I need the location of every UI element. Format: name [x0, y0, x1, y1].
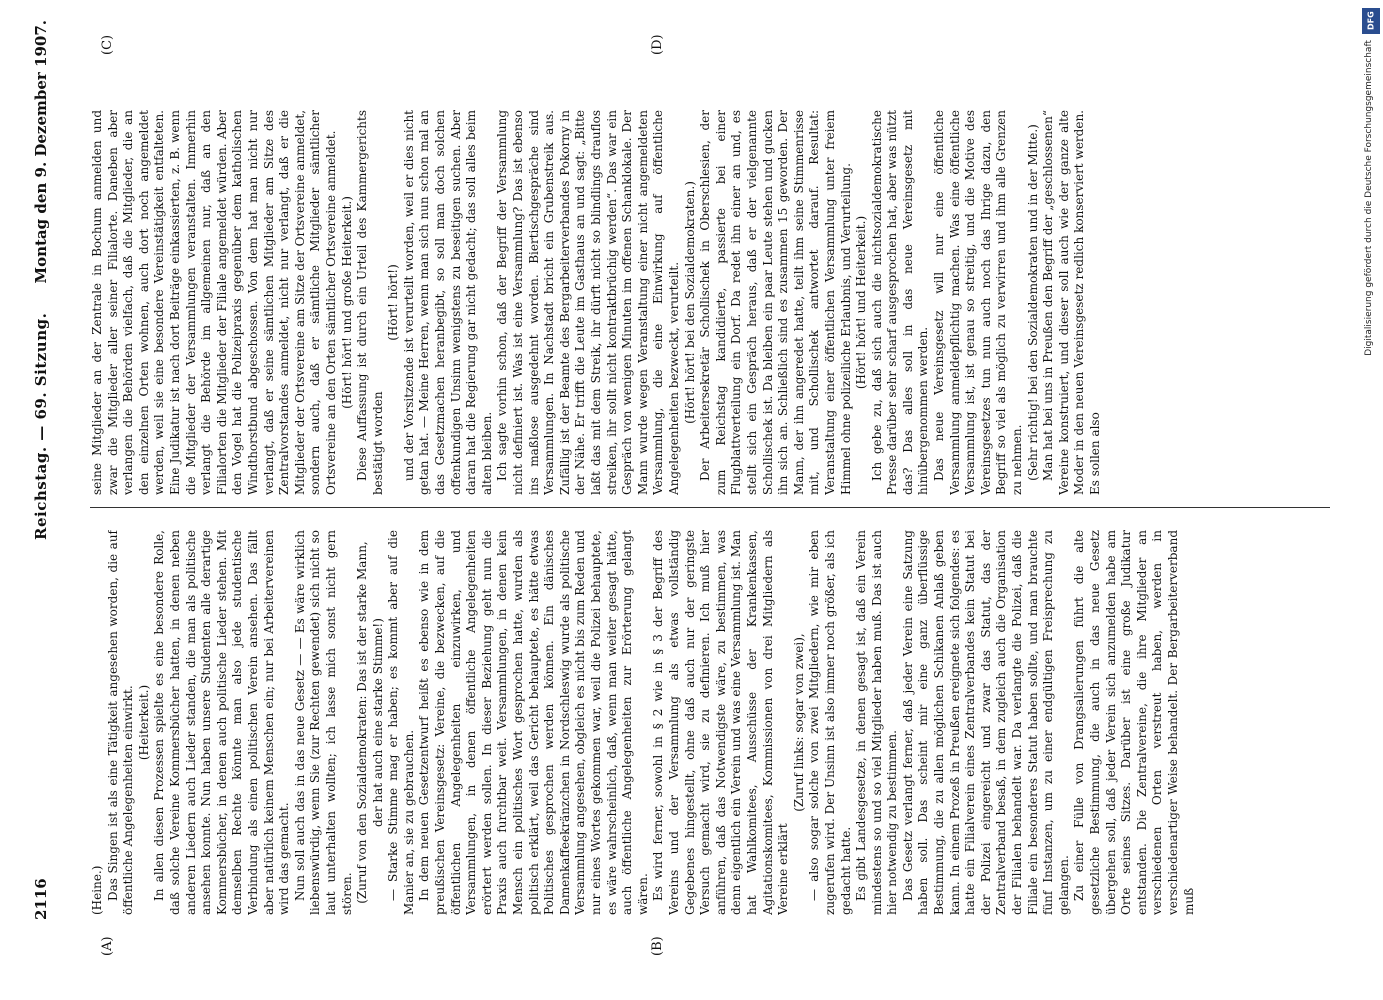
margin-marker-d: (D) [650, 34, 665, 55]
paragraph: Ich gebe zu, daß sich auch die nichtsozialdemokratische Presse darüber sehr scharf ausgesprochen hat, aber was nützt das? Das alles soll in das neue Vereinsgesetz mit hinübergenommen werden. [869, 110, 931, 495]
paragraph: Es wird ferner, sowohl in § 2 wie in § 3 der Begriff des Vereins und der Versammlung als etwas vollständig Gegebenes hingestellt, ohne daß auch nur der geringste Versuch gemacht wird, sie zu definieren. Ich muß hier anführen, daß das Notwendigste wäre, zu bestimmen, was denn eigentlich ein Verein und was eine Versammlung ist. Man hat Wahlkomitees, Ausschüsse der Krankenkassen, Agitationskomitees, Kommissionen von drei Mitgliedern als Vereine erklärt [651, 530, 791, 915]
interjection: (Zuruf von den Sozialdemokraten: Das ist der starke Mann, der hat auch eine starke Stimme!) [355, 541, 385, 904]
paragraph: Es gibt Landesgesetze, in denen gesagt ist, daß ein Verein mindestens so und so viel Mitglieder haben muß. Das ist auch hier notwendig zu bestimmen. [854, 530, 900, 915]
paragraph: In dem neuen Gesetzentwurf heißt es ebenso wie in dem preußischen Vereinsgesetz: Vereine, die bezwecken, auf die öffentlichen Angelegenheiten einzuwirken, und Versammlungen, in denen öffentliche Angelegenheiten erörtert werden sollen. In dieser Beziehung geht nun die Praxis auch furchtbar weit. Versammlungen, in denen kein Mensch ein politisches Wort gesprochen hatte, wurden als politisch erklärt, weil das Gericht behauptete, es hätte etwas Politisches gesprochen werden können. Ein dänisches Damenkaffeekränzchen in Nordschleswig wurde als politische Versammlung angesehen, obgleich es nicht bis zum Reden und nur eines Wortes gekommen war, weil die Polizei behauptete, es wäre wahrscheinlich, daß, wenn man weiter gesagt hätte, auch öffentliche Angelegenheiten zur Erörterung gelangt wären. [417, 530, 650, 915]
paragraph: Der Arbeitersekretär Schollischek in Oberschlesien, der zum Reichstag kandidierte, passierte bei einer Flugblattverteilung ein Dorf. Da redet ihn einer an und, es stellt sich ein Gespräch heraus, daß er der vielgenannte Schollischek ist. Da bleiben ein paar Leute stehen und gucken ihn sich an. Schließlich sind es zusammen 15 geworden. Der Mann, der ihn angeredet hatte, teilt ihm seine Stimmenrisse mit, und Schollischek antwortet darauf. Resultat: Veranstaltung einer öffentlichen Versammlung unter freiem Himmel ohne polizeiliche Erlaubnis, und Verurteilung. [698, 110, 853, 495]
speaker-tag: (Heine.) [90, 865, 104, 915]
paragraph: Das Singen ist als eine Tätigkeit angesehen worden, die auf öffentliche Angelegenheiten einwirkt. [105, 530, 136, 915]
interjection: (Hört! hört!) [386, 264, 401, 341]
right-column [90, 110, 1330, 495]
paragraph: Nun soll auch das in das neue Gesetz — — Es wäre wirklich liebenswürdig, wenn Sie (zur Rechten gewendet) sich nicht so laut unterhalten wollten; ich lasse mich sonst nicht gern stören. [292, 530, 354, 915]
paragraph: — Starke Stimme mag er haben; es kommt aber auf die Manier an, sie zu gebrauchen. [386, 530, 416, 915]
paragraph: Das Gesetz verlangt ferner, daß jeder Verein eine Satzung haben soll. Das scheint mir eine ganz überflüssige Bestimmung, die zu allen möglichen Schikanen Anlaß geben kann. In einem Prozeß in Preußen ereignete sich folgendes: es hatte ein Filialverein eines Zentralverbandes kein Statut bei der Polizei eingereicht und zwar das Statut, das der Zentralverband besaß, in dem zugleich auch die Organisation der Filialen behandelt war. Da verlangte die Polizei, daß die Filiale ein besonderes Statut haben sollte, und man brauchte fünf Instanzen, um zu einer endgültigen Freisprechung zu gelangen. [900, 530, 1071, 915]
interjection: (Heiterkeit.) [136, 684, 151, 761]
margin-marker-b: (B) [650, 936, 665, 956]
session-date: Montag den 9. Dezember 1907. [32, 20, 50, 284]
left-column [90, 530, 1330, 915]
paragraph: — also sogar solche von zwei Mitgliedern, wie mir eben zugerufen wird. Der Unsinn ist also immer noch größer, als ich gedacht hatte. [807, 530, 853, 915]
paragraph: Das neue Vereinsgesetz will nur eine öffentliche Versammlung anmeldepflichtig machen. Was eine öffentliche Versammlung ist, ist genau so streitig, und die Motive des Vereinsgesetzes tun nun auch noch das Ihrige dazu, den Begriff so viel als möglich zu verwirren und ihm alle Grenzen zu nehmen. [932, 110, 1025, 495]
paragraph: Ich sagte vorhin schon, daß der Begriff der Versammlung nicht definiert ist. Was ist eine Versammlung? Das ist ebenso ins maßlose ausgedehnt worden. Biertischgespräche sind Versammlungen. In Nachstadt bricht ein Grubenstreik aus. Zufällig ist der Beamte des Bergarbeiterverbandes Pokorny in der Nähe. Er trifft die Leute im Gasthaus an und sagt: „Bitte laßt das mit dem Streik, ihr dürft nicht so blindlings drauflos streiken, ihr sollt nicht kontraktbrüchig werden“. Das war ein Gespräch von wenigen Minuten im offenen Schanklokale. Der Mann wurde wegen Veranstaltung einer nicht angemeldeten Versammlung, die eine Einwirkung auf öffentliche Angelegenheiten bezweckt, verurteilt. [495, 110, 681, 495]
interjection: (Sehr richtig! bei den Sozialdemokraten und in der Mitte.) [1025, 124, 1040, 481]
margin-marker-c: (C) [100, 34, 115, 55]
paragraph: Man hat bei uns in Preußen den Begriff der „geschlossenen“ Vereine konstruiert, und dieser soll auch wie der ganze alte Moder in den neuen Vereinsgesetz redlich konserviert werden. Es sollen also [1041, 110, 1102, 495]
page-header [26, 20, 70, 920]
session-title: Reichstag. — 69. Sitzung. [32, 312, 50, 540]
page-number: 2116 [32, 878, 50, 920]
paragraph: In allen diesen Prozessen spielte es eine besondere Rolle, daß solche Vereine Kommersbücher hatten, in denen neben anderen Liedern auch Lieder standen, die man als politische ansehen konnte. Nun haben unsere Studenten alle derartige Kommersbücher, in denen auch politische Lieder stehen. Mit demselben Rechte könnte man also jede studentische Verbindung als einen politischen Verein ansehen. Das fällt aber natürlich keinem Menschen ein; nur bei Arbeitervereinen wird das gemacht. [152, 530, 292, 915]
interjection: (Zuruf links: sogar von zwei), [791, 633, 806, 812]
margin-marker-a: (A) [100, 936, 115, 956]
funding-credit: Digitalisierung gefördert durch die Deutsche Forschungsgemeinschaft [1364, 40, 1374, 356]
paragraph: Zu einer Fülle von Drangsalierungen führt die alte gesetzliche Bestimmung, die auch in das neue Gesetz übergehen soll, daß jeder Verein sich anzumelden habe am Orte seines Sitzes. Darüber ist eine große Judikatur entstanden. Die Zentralvereine, die ihre Mitglieder an verschiedenen Orten verstreut haben, werden in verschiedenartiger Weise behandelt. Der Bergarbeiterverband muß [1072, 530, 1196, 915]
interjection: (Hört! hört! und Heiterkeit.) [854, 215, 869, 390]
interjection: (Hört! hört! bei den Sozialdemokraten.) [682, 181, 697, 424]
column-divider [90, 507, 1330, 508]
dfg-logo: DFG [1362, 8, 1380, 34]
scan-credit [1362, 0, 1382, 1000]
interjection: (Hört! hört! und große Heiterkeit.) [339, 196, 354, 409]
paragraph: Diese Auffassung ist durch ein Urteil des Kammergerichts bestätigt worden [355, 110, 385, 495]
paragraph: und der Vorsitzende ist verurteilt worden, weil er dies nicht getan hat. — Meine Herren, wenn man sich nun schon mal an das Gesetzmachen heranbegibt, so soll man doch solchen offenkundigen Unsinn wenigstens zu beseitigen suchen. Aber daran hat die Regierung gar nicht gedacht; das soll alles beim alten bleiben. [401, 110, 494, 495]
paragraph: seine Mitglieder an der Zentrale in Bochum anmelden und zwar die Mitglieder aller seiner Filialorte. Daneben aber verlangen die Behörden vielfach, daß die Mitglieder, die an den einzelnen Orten wohnen, auch dort noch angemeldet werden, weil sie eine besondere Vereinstätigkeit entfalteten. Eine Judikatur ist nach dort Beiträge einkassierten, z. B. wenn die Mitglieder der Versammlungen veranstalten. Immerhin verlangt die Behörde im allgemeinen nur, daß an den Filialorten die Mitglieder der Filiale angemeldet würden. Aber den Vogel hat die Polizeipraxis gegenüber dem katholischen Windthorstbund abgeschossen. Von dem hat man nicht nur verlangt, daß er seine sämtlichen Mitglieder am Sitze des Zentralvorstandes anmeldet, nicht nur verlangt, daß er die Mitglieder der Ortsvereine am Sitze der Ortsvereine anmeldet, sondern auch, daß er sämtliche Mitglieder sämtlicher Ortsvereine an den Orten sämtlicher Ortsvereine anmeldet. [90, 110, 338, 495]
